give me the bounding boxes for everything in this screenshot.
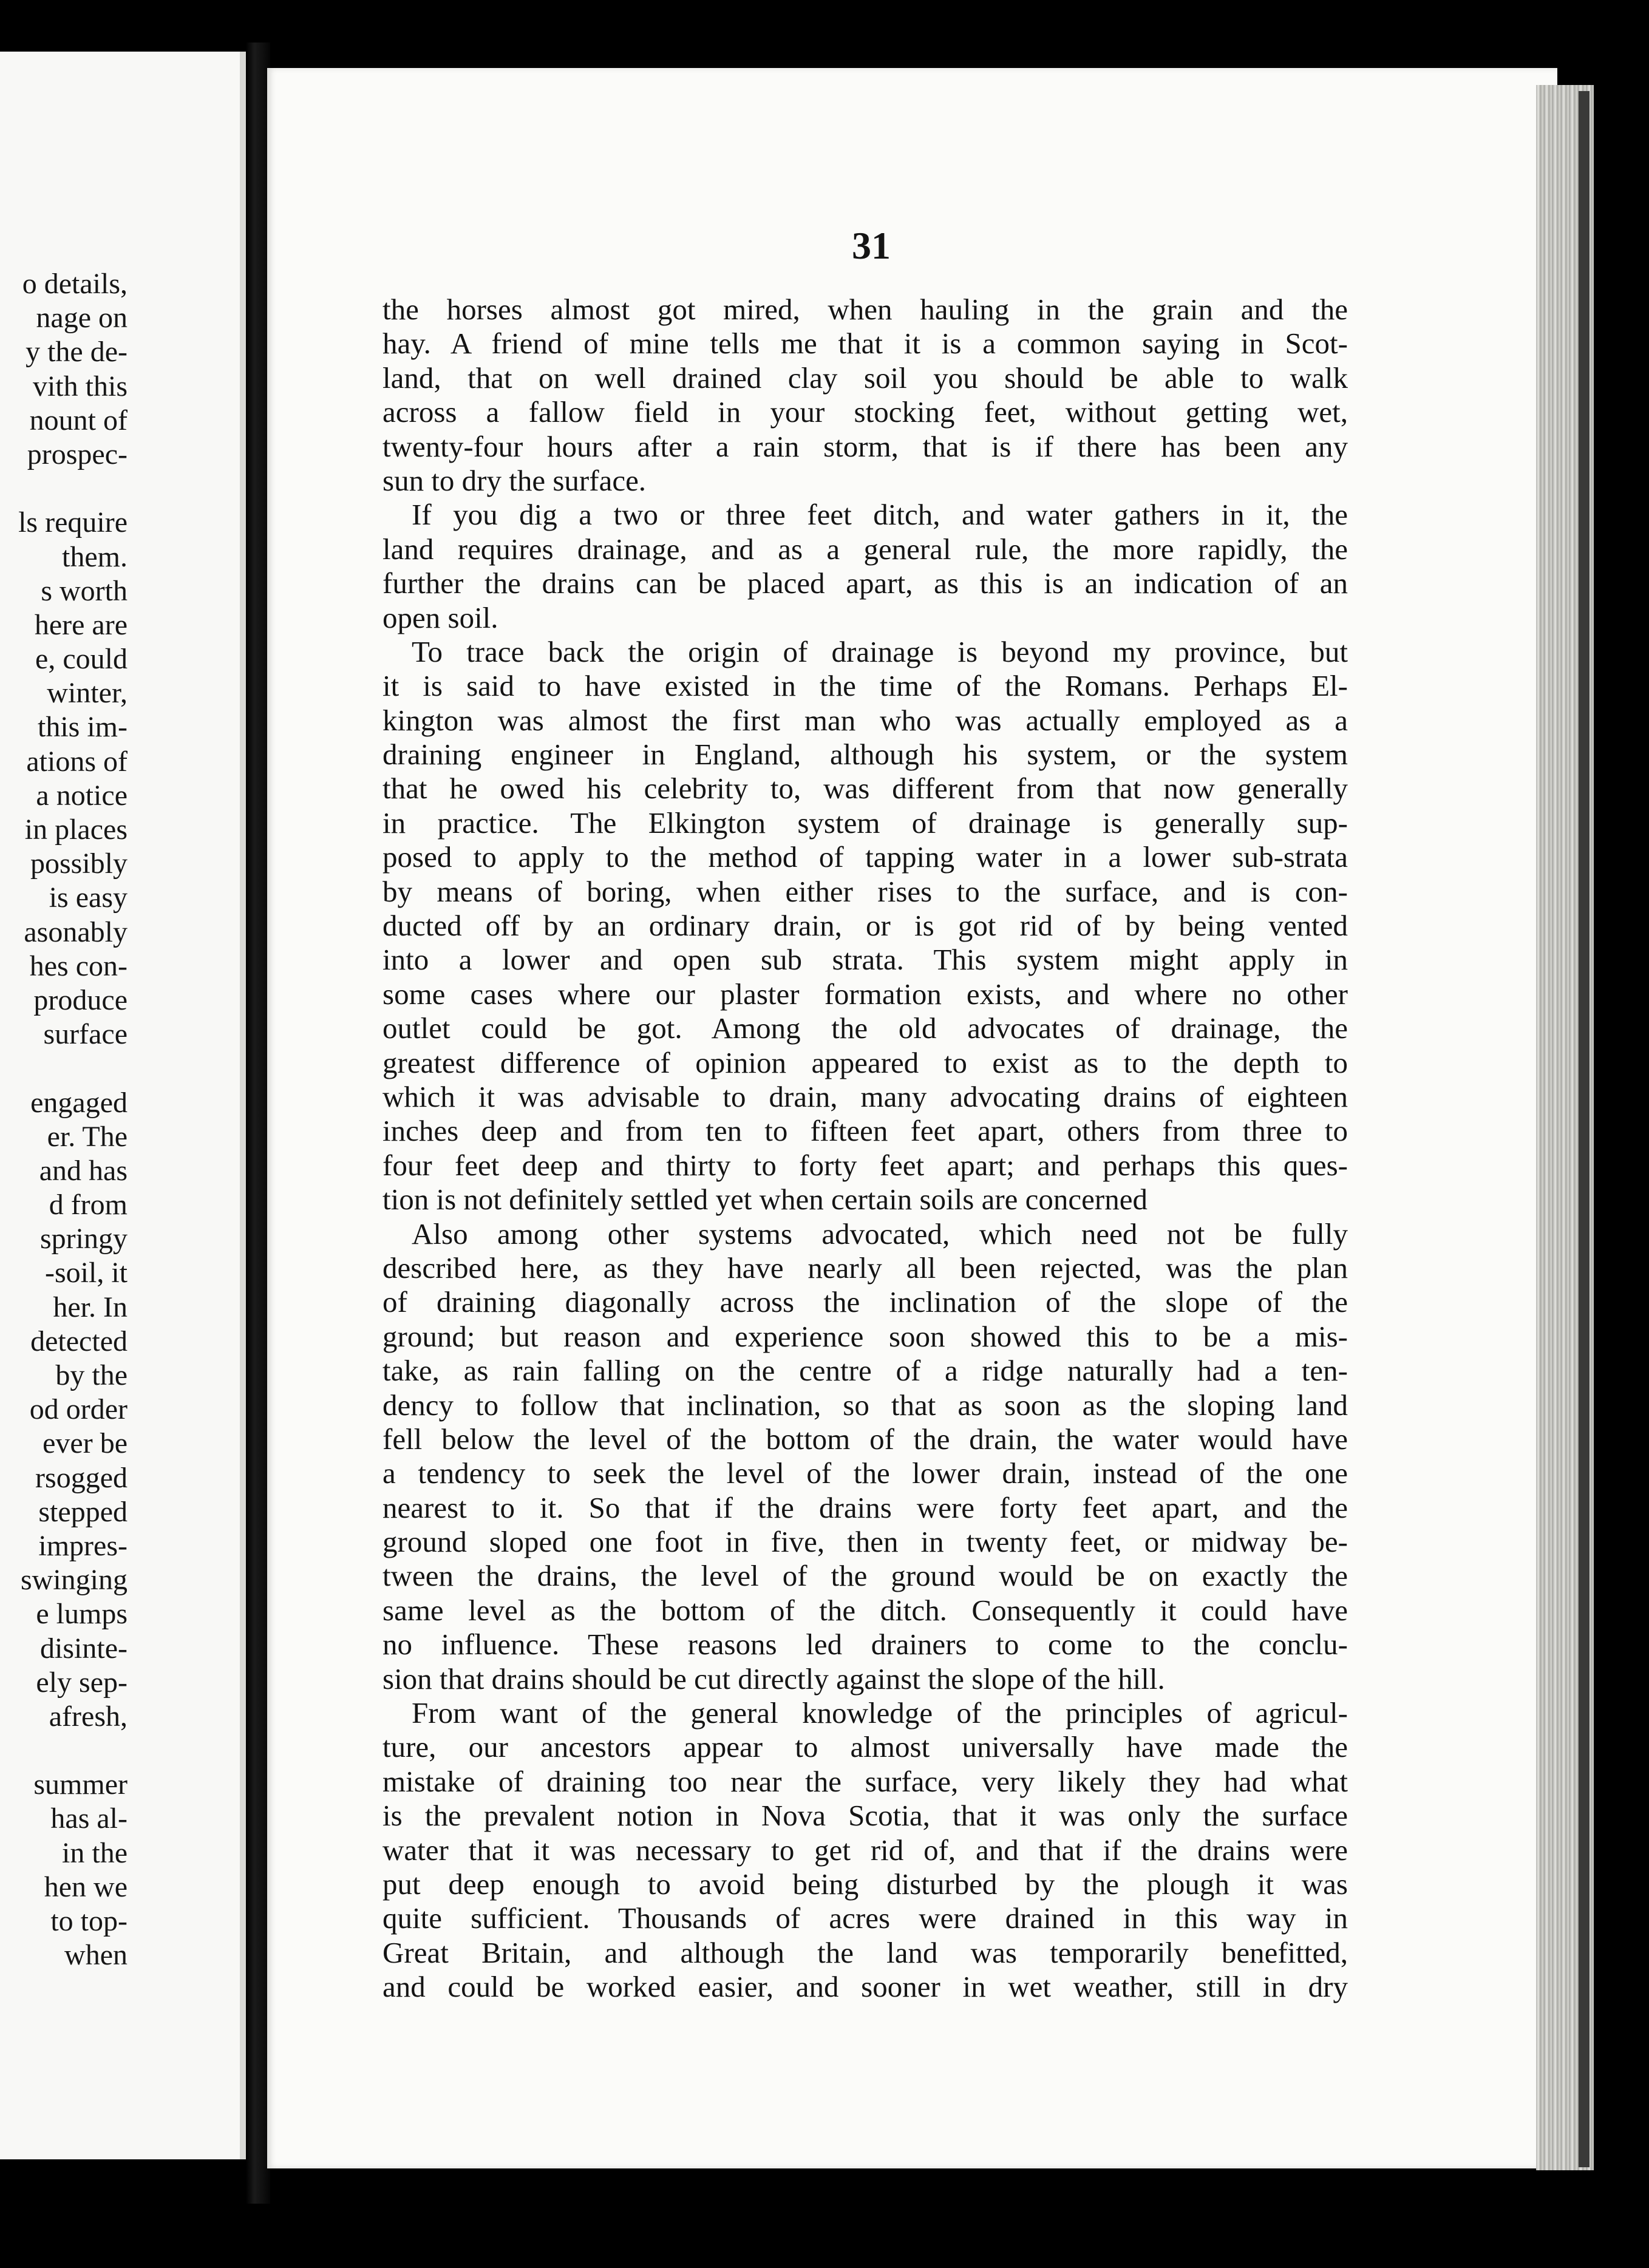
left-text-line: has al- — [50, 1802, 127, 1835]
text-line: ground; but reason and experience soon showed this to be a mis- — [382, 1319, 1348, 1353]
left-text-line: swinging — [20, 1564, 127, 1597]
left-text-line: asonably — [24, 915, 127, 948]
text-line: mistake of draining too near the surface, very likely they had what — [382, 1764, 1348, 1798]
left-text-line: when — [64, 1939, 127, 1972]
left-text-line: d from — [49, 1189, 127, 1221]
text-line: same level as the bottom of the ditch. Consequently it could have — [382, 1593, 1348, 1627]
text-line: the horses almost got mired, when hauling in the grain and the — [382, 293, 1348, 326]
left-text-line: disinte- — [40, 1632, 127, 1665]
left-text-line: y the de- — [25, 336, 127, 368]
text-line: greatest difference of opinion appeared to exist as to the depth to — [382, 1045, 1348, 1079]
text-line: it is said to have existed in the time of the Romans. Perhaps El- — [382, 669, 1348, 703]
text-line: fell below the level of the bottom of the drain, the water would have — [382, 1422, 1348, 1456]
text-line: water that it was necessary to get rid of, and that if the drains were — [382, 1833, 1348, 1867]
text-line: tween the drains, the level of the ground would be on exactly the — [382, 1559, 1348, 1593]
text-line: some cases where our plaster formation exists, and where no other — [382, 977, 1348, 1011]
text-line: a tendency to seek the level of the lower drain, instead of the one — [382, 1456, 1348, 1490]
text-line: ture, our ancestors appear to almost universally have made the — [382, 1730, 1348, 1764]
text-line: Great Britain, and although the land was temporarily benefitted, — [382, 1935, 1348, 1969]
text-line: of draining diagonally across the inclination of the slope of the — [382, 1285, 1348, 1319]
text-line: draining engineer in England, although his system, or the system — [382, 738, 1348, 772]
left-text-line: vith this — [32, 370, 127, 402]
text-line: kington was almost the first man who was actually employed as a — [382, 703, 1348, 737]
text-line: tion is not definitely settled yet when certain soils are concerned — [382, 1183, 1148, 1217]
text-line: further the drains can be placed apart, as this is an indication of an — [382, 566, 1348, 600]
left-text-line: produce — [33, 983, 127, 1016]
left-text-line: ls require — [18, 506, 127, 539]
left-text-line: here are — [34, 608, 127, 641]
text-line: From want of the general knowledge of the principles of agricul- — [412, 1696, 1348, 1730]
text-line: which it was advisable to drain, many advocating drains of eighteen — [382, 1079, 1348, 1113]
left-text-line: o details, — [22, 268, 127, 300]
text-line: posed to apply to the method of tapping water in a lower sub-strata — [382, 840, 1348, 874]
left-text-line: od order — [29, 1393, 127, 1426]
left-text-line: ations of — [26, 745, 127, 778]
left-text-line: e lumps — [36, 1598, 127, 1631]
left-text-line: them. — [62, 540, 127, 573]
left-text-line: surface — [43, 1018, 127, 1051]
left-text-line: to top- — [50, 1905, 127, 1937]
left-text-line — [0, 1051, 127, 1085]
left-text-line: afresh, — [49, 1700, 127, 1733]
text-line: Also among other systems advocated, which need not be fully — [412, 1217, 1348, 1251]
left-text-line: er. The — [47, 1120, 127, 1153]
left-page-text — [0, 267, 127, 1972]
text-line: quite sufficient. Thousands of acres were drained in this way in — [382, 1901, 1348, 1935]
text-line: no influence. These reasons led drainers to come to the conclu- — [382, 1628, 1348, 1662]
text-line: twenty-four hours after a rain storm, that is if there has been any — [382, 429, 1348, 463]
left-text-line: s worth — [41, 574, 127, 607]
left-text-line: ever be — [42, 1427, 127, 1460]
left-text-line: possibly — [30, 847, 127, 880]
page-edge-shadow — [1579, 91, 1589, 2167]
left-text-line: -soil, it — [44, 1257, 127, 1289]
text-line: To trace back the origin of drainage is beyond my province, but — [412, 634, 1348, 668]
left-text-line: in places — [24, 813, 127, 846]
text-line: by means of boring, when either rises to the surface, and is con- — [382, 874, 1348, 908]
left-text-line: engaged — [30, 1086, 127, 1119]
text-line: land, that on well drained clay soil you should be able to walk — [382, 361, 1348, 395]
book-gutter — [246, 42, 270, 2204]
text-line: outlet could be got. Among the old advocates of drainage, the — [382, 1011, 1348, 1045]
left-text-line: rsogged — [35, 1461, 127, 1494]
left-text-line: nage on — [36, 302, 127, 334]
left-text-line: detected — [30, 1325, 127, 1357]
left-text-line: this im- — [37, 711, 127, 744]
left-text-line: winter, — [47, 677, 127, 710]
left-text-line: stepped — [38, 1495, 127, 1528]
text-line: ducted off by an ordinary drain, or is got rid of by being vented — [382, 909, 1348, 943]
text-line: dency to follow that inclination, so that as soon as the sloping land — [382, 1388, 1348, 1422]
left-text-line — [0, 1734, 127, 1768]
left-page-fragment — [0, 52, 246, 2159]
text-line: sun to dry the surface. — [382, 463, 647, 497]
text-line: take, as rain falling on the centre of a ridge naturally had a ten- — [382, 1354, 1348, 1388]
left-text-line: a notice — [36, 779, 127, 812]
left-text-line: impres- — [38, 1529, 127, 1562]
text-line: described here, as they have nearly all been rejected, was the plan — [382, 1251, 1348, 1285]
text-line: open soil. — [382, 600, 498, 634]
left-text-line: is easy — [49, 881, 127, 914]
left-text-line: by the — [55, 1359, 127, 1391]
text-line: sion that drains should be cut directly against the slope of the hill. — [382, 1662, 1165, 1696]
text-line: that he owed his celebrity to, was different from that now generally — [382, 772, 1348, 806]
text-line: hay. A friend of mine tells me that it is a common saying in Scot- — [382, 327, 1348, 361]
left-text-line: hes con- — [29, 949, 127, 982]
left-text-line: springy — [40, 1223, 127, 1255]
text-line: nearest to it. So that if the drains were forty feet apart, and the — [382, 1490, 1348, 1524]
text-line: across a fallow field in your stocking feet, without getting wet, — [382, 395, 1348, 429]
left-text-line: and has — [39, 1154, 127, 1187]
left-text-line: ely sep- — [36, 1666, 127, 1699]
left-text-line: nount of — [29, 404, 127, 436]
left-text-line: her. In — [53, 1291, 127, 1323]
text-line: into a lower and open sub strata. This system might apply in — [382, 943, 1348, 977]
left-text-line: in the — [62, 1836, 127, 1869]
text-line: put deep enough to avoid being disturbed by the plough it was — [382, 1867, 1348, 1901]
text-line: land requires drainage, and as a general rule, the more rapidly, the — [382, 532, 1348, 566]
text-line: ground sloped one foot in five, then in twenty feet, or midway be- — [382, 1525, 1348, 1559]
text-line: in practice. The Elkington system of drainage is generally sup- — [382, 806, 1348, 840]
text-line: inches deep and from ten to fifteen feet apart, others from three to — [382, 1114, 1348, 1148]
text-line: is the prevalent notion in Nova Scotia, that it was only the surface — [382, 1799, 1348, 1833]
left-text-line: hen we — [44, 1870, 127, 1903]
left-text-line: prospec- — [27, 438, 127, 470]
left-text-line: summer — [33, 1768, 127, 1801]
body-text — [382, 293, 1348, 2005]
text-line: and could be worked easier, and sooner in wet weather, still in dry — [382, 1970, 1348, 2004]
text-line: If you dig a two or three feet ditch, and water gathers in it, the — [412, 498, 1348, 532]
text-line: four feet deep and thirty to forty feet apart; and perhaps this ques- — [382, 1148, 1348, 1182]
left-text-line: e, could — [35, 643, 127, 676]
page-number: 31 — [852, 224, 891, 267]
left-text-line — [0, 472, 127, 506]
